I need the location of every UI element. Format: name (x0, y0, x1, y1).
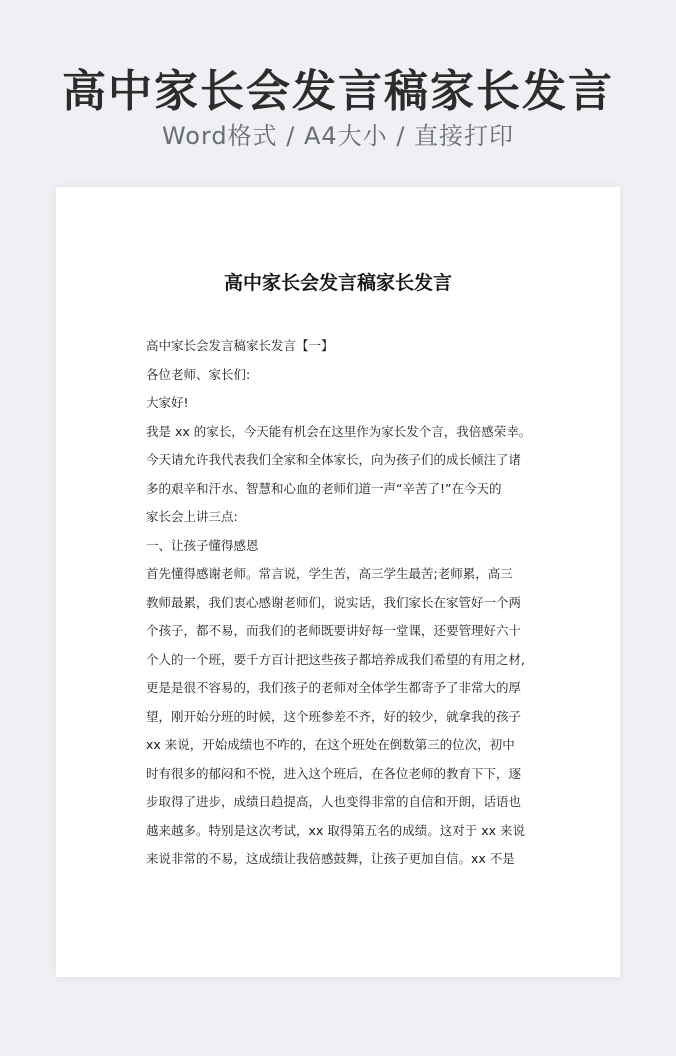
document-line: 来说非常的不易，这成绩让我倍感鼓舞，让孩子更加自信。xx 不是 (146, 851, 515, 866)
document-line: 越来越多。特别是这次考试，xx 取得第五名的成绩。这对于 xx 来说 (146, 822, 526, 838)
document-line: 大家好! (146, 395, 189, 410)
document-body (146, 332, 538, 874)
document-line: 各位老师、家长们: (146, 366, 251, 382)
banner-subtitle: Word格式 / A4大小 / 直接打印 (161, 122, 515, 150)
banner-title: 高中家长会发言稿家长发言 (62, 66, 614, 117)
document-line: xx 来说，开始成绩也不咋的，在这个班处在倒数第三的位次，初中 (146, 737, 515, 752)
document-line: 个孩子，都不易，而我们的老师既要讲好每一堂课，还要管理好六十 (146, 623, 522, 638)
document-page (56, 187, 620, 977)
document-line: 多的艰辛和汗水、智慧和心血的老师们道一声“辛苦了!”在今天的 (146, 480, 502, 496)
document-line: 我是 xx 的家长，今天能有机会在这里作为家长发个言，我倍感荣幸。 (146, 423, 532, 439)
document-title: 高中家长会发言稿家长发言 (223, 272, 452, 294)
document-line: 时有很多的郁闷和不悦，进入这个班后，在各位老师的教育下下，逐 (146, 765, 522, 781)
document-line: 望，刚开始分班的时候，这个班参差不齐，好的较少，就拿我的孩子 (146, 708, 522, 724)
document-line: 一、让孩子懂得感恩 (146, 537, 259, 553)
document-line: 步取得了进步，成绩日趋提高，人也变得非常的自信和开朗，话语也 (146, 794, 522, 809)
document-line: 更是是很不容易的，我们孩子的老师对全体学生都寄予了非常大的厚 (146, 680, 522, 695)
document-line: 首先懂得感谢老师。常言说，学生苦，高三学生最苦;老师累，高三 (146, 566, 513, 581)
document-line: 个人的一个班，要千方百计把这些孩子都培养成我们希望的有用之材, (146, 651, 525, 667)
document-line: 教师最累，我们衷心感谢老师们，说实话，我们家长在家管好一个两 (146, 594, 522, 610)
document-line: 家长会上讲三点: (146, 509, 238, 524)
document-line: 今天请允许我代表我们全家和全体家长，向为孩子们的成长倾注了诸 (146, 452, 522, 467)
document-line: 高中家长会发言稿家长发言【一】 (146, 338, 334, 353)
